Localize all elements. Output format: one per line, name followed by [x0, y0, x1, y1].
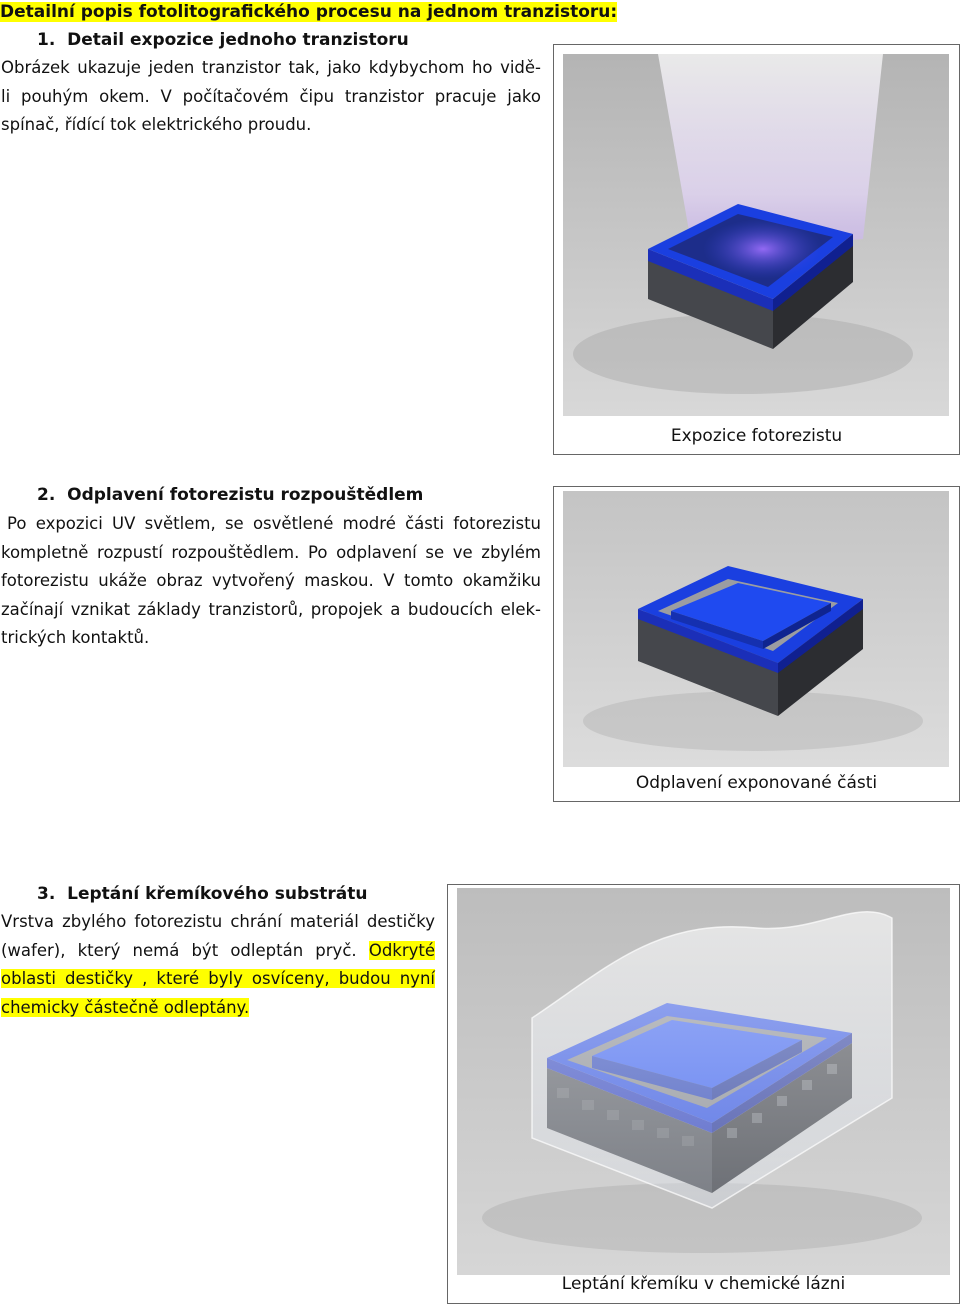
figure-exposure-image — [563, 54, 949, 416]
section-2-heading — [37, 483, 423, 507]
section-2-number: 2. — [37, 485, 56, 505]
figure-etching-caption: Leptání křemíku v chemické lázni — [561, 1274, 846, 1294]
figure-development — [553, 486, 960, 802]
section-2-title: Odplavení fotorezistu rozpouštědlem — [67, 485, 424, 505]
section-1-text — [1, 54, 541, 140]
section-1-heading — [37, 28, 409, 52]
section-2-line: kompletně rozpustí rozpouštědlem. Po odplavení se ve zbylém — [1, 542, 541, 562]
figure-development-caption: Odplavení exponované části — [635, 773, 878, 793]
section-2-line: fotorezistu ukáže obraz vytvořený maskou. V tomto okamžiku — [1, 571, 541, 590]
section-1-number: 1. — [37, 30, 56, 50]
highlight-text: oblasti destičky , které byly osvíceny, budou nyní — [1, 969, 435, 988]
document-title: Detailní popis fotolitografického procesu na jednom tranzistoru: — [0, 2, 618, 22]
section-3-number: 3. — [37, 884, 56, 904]
section-2-line: trických kontaktů. — [1, 628, 150, 647]
section-3-heading — [37, 882, 367, 906]
figure-exposure-caption: Expozice fotorezistu — [670, 426, 843, 446]
section-1-title: Detail expozice jednoho tranzistoru — [67, 30, 409, 50]
section-1-line: Obrázek ukazuje jeden tranzistor tak, jako kdybychom ho vidě- — [1, 58, 541, 77]
section-2-line: začínají vznikat základy tranzistorů, propojek a budoucích elek- — [1, 599, 541, 619]
section-1-line: spínač, řídící tok elektrického proudu. — [1, 115, 312, 134]
section-3-line — [1, 937, 435, 966]
highlight-start: Odkryté — [368, 940, 436, 960]
section-3-line: Vrstva zbylého fotorezistu chrání materiál destičky — [1, 912, 435, 931]
section-2-line: Po expozici UV světlem, se osvětlené modré části fotorezistu — [7, 514, 541, 533]
figure-etching-image — [457, 888, 950, 1275]
section-1-line: li pouhým okem. V počítačovém čipu tranzistor pracuje jako — [1, 86, 541, 106]
figure-etching — [447, 884, 960, 1304]
figure-development-image — [563, 491, 949, 767]
section-2-text — [1, 510, 541, 653]
section-3-line-text: (wafer), který nemá být odleptán pryč. — [1, 940, 357, 960]
highlight-text: chemicky částečně odleptány. — [1, 997, 250, 1017]
figure-exposure — [553, 44, 960, 455]
section-3-title: Leptání křemíkového substrátu — [67, 884, 368, 904]
section-3-text — [1, 908, 435, 1022]
section-3-highlight-line — [1, 965, 435, 994]
section-3-highlight-line — [1, 994, 435, 1023]
